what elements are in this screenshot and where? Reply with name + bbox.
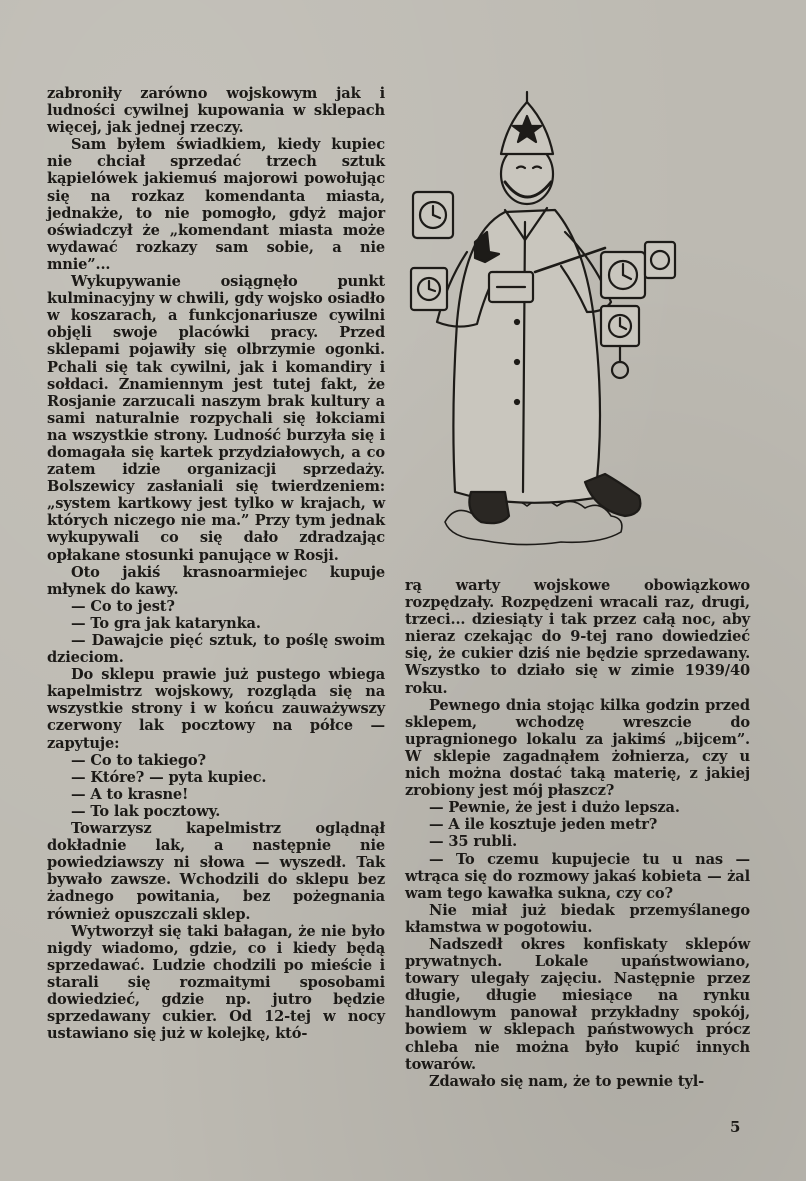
paragraph: Do sklepu prawie już pustego wbiega kapelmistrz wojskowy, rozgląda się na wszystkie strony i w końcu zauważywszy czerwony lak pocztowy na półce — zapytuje: <box>47 666 385 752</box>
paragraph: — Które? — pyta kupiec. <box>71 768 267 786</box>
paragraph: zabroniły zarówno wojskowym jak i ludności cywilnej kupowania w sklepach więcej, jak jednej rzeczy. <box>47 85 385 137</box>
paragraph: — 35 rubli. <box>429 833 518 851</box>
paragraph: rą warty wojskowe obowiązkowo rozpędzały. Rozpędzeni wracali raz, drugi, trzeci... dziesiąty i tak przez całą noc, aby nieraz czekając do 9-tej rano dowiedzieć się, że cukier dziś nie będzie sprzedawany. Wszystko to działo się w zimie 1939/40 roku. <box>405 577 750 697</box>
paragraph: — Co to jest? <box>71 597 175 615</box>
paragraph: Wykupywanie osiągnęło punkt kulminacyjny w chwili, gdy wojsko osiadło w koszarach, a funkcjonariusze cywilni objęli swoje placówki pracy. Przed sklepami pojawiły się olbrzymie ogonki. Pchali się tak cywilni, jak i komandiry i sołdaci. Znamiennym jest tutej fakt, że Rosjanie zarzucali naszym brak kultury a sami naturalnie rozpychali się łokciami na wszystkie strony. Ludność burzyła się i domagała się kartek przydziałowych, a co zatem idzie organizacji sprzedaży. Bolszewicy zasłaniali się twierdzeniem: „system kartkowy jest tylko w krajach, w których niczego nie ma.” Przy tym jednak wykupywali co się dało zdradzając opłakane stosunki panujące w Rosji. <box>47 273 385 564</box>
paragraph: — To gra jak katarynka. <box>71 614 261 632</box>
paragraph: Nie miał już biedak przemyślanego kłamstwa w pogotowiu. <box>405 901 750 936</box>
page-number: 5 <box>730 1118 741 1136</box>
paragraph: Nadszedł okres konfiskaty sklepów prywatnych. Lokale upaństwowiano, towary ulegały zajęciu. Następnie przez długie, długie miesiące na rynku handlowym panował przykładny spokój, bowiem w sklepach państwowych prócz chleba nie można było kupić innych towarów. <box>405 935 750 1073</box>
paragraph: — A ile kosztuje jeden metr? <box>429 816 658 834</box>
paragraph: Towarzysz kapelmistrz oglądnął dokładnie lak, a następnie nie powiedziawszy ni słowa — wyszedł. Tak bywało zawsze. Wchodzili do sklepu bez żadnego powitania, bez pożegnania również opuszczali sklep. <box>47 820 385 923</box>
paragraph: — Pewnie, że jest i dużo lepsza. <box>429 799 680 817</box>
paragraph: Sam byłem świadkiem, kiedy kupiec nie chciał sprzedać trzech sztuk kąpielówek jakiemuś majorowi powołując się na rozkaz komendanta miasta, jednakże, to nie pomogło, gdyż major oświadczył że „komendant miasta może wydawać rozkazy sam sobie, a nie mnie”... <box>47 136 385 273</box>
paragraph: Pewnego dnia stojąc kilka godzin przed sklepem, wchodzę wreszcie do upragnionego lokalu za jakimś „bijcem”. W sklepie zagadnąłem żołnierza, czy u nich można dostać taką materię, z jakiej zrobiony jest mój płaszcz? <box>405 696 750 800</box>
soldier-with-clocks-illustration <box>405 82 685 562</box>
left-column <box>47 85 385 1042</box>
right-column <box>405 577 750 1090</box>
paragraph: — A to krasne! <box>71 785 189 803</box>
paragraph: — Dawajcie pięć sztuk, to poślę swoim dzieciom. <box>47 632 385 667</box>
paragraph: — Co to takiego? <box>71 751 206 769</box>
paragraph: — To lak pocztowy. <box>71 802 221 820</box>
paragraph: Zdawało się nam, że to pewnie tyl- <box>429 1072 705 1090</box>
paragraph: — To czemu kupujecie tu u nas — wtrąca się do rozmowy jakaś kobieta — żal wam tego kawałka sukna, czy co? <box>405 850 750 902</box>
paragraph: Wytworzył się taki bałagan, że nie było nigdy wiadomo, gdzie, co i kiedy będą sprzedawać. Ludzie chodzili po mieście i starali się rozmaitymi sposobami dowiedzieć, gdzie np. jutro będzie sprzedawany cukier. Od 12-tej w nocy ustawiano się już w kolejkę, któ- <box>47 922 385 1043</box>
paragraph: Oto jakiś krasnoarmiejec kupuje młynek do kawy. <box>47 563 385 598</box>
